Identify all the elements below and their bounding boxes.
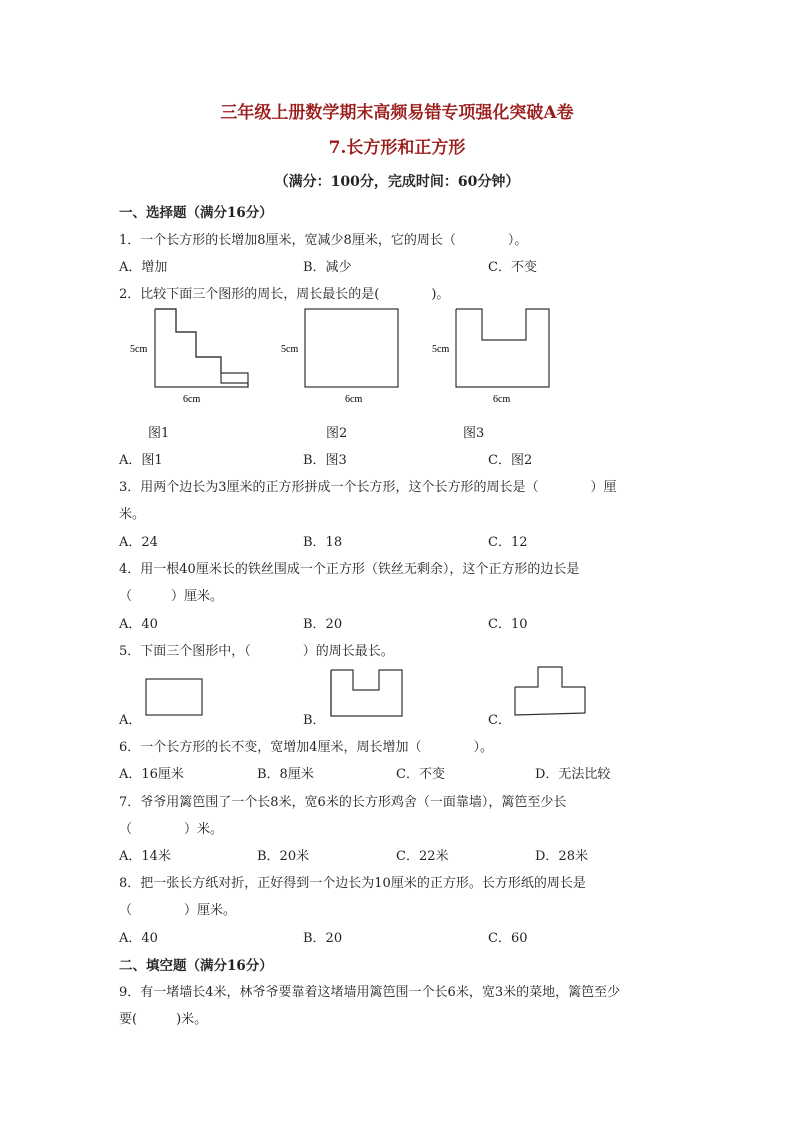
question-6: 6．一个长方形的长不变，宽增加4厘米，周长增加（ ）。 — [119, 740, 494, 755]
q3-option-b: B．18 — [303, 535, 343, 550]
question-9-line-2: 要( )米。 — [119, 1012, 208, 1027]
q8-option-a: A．40 — [119, 931, 158, 946]
q4-option-b: B．20 — [303, 617, 343, 632]
section-heading-fill: 二、填空题（满分16分） — [119, 958, 273, 974]
q1-option-b: B．减少 — [303, 260, 352, 275]
q7-option-a: A．14米 — [119, 849, 171, 864]
q5-option-c: C． — [488, 713, 511, 728]
exam-meta: （满分：100分，完成时间：60分钟） — [274, 174, 520, 190]
section-heading-choice: 一、选择题（满分16分） — [119, 205, 273, 221]
q1-option-a: A．增加 — [119, 260, 168, 275]
question-5: 5．下面三个图形中，（ ）的周长最长。 — [119, 644, 394, 659]
q5-shape-b — [329, 668, 409, 720]
q5-shape-c — [512, 665, 592, 719]
question-3-line-2: 米。 — [119, 507, 146, 522]
q2-option-c: C．图2 — [488, 453, 533, 468]
question-4-line-1: 4．用一根40厘米长的铁丝围成一个正方形（铁丝无剩余），这个正方形的边长是 — [119, 562, 580, 577]
question-1: 1．一个长方形的长增加8厘米，宽减少8厘米，它的周长（ ）。 — [119, 233, 528, 248]
q2-fig3-width-label: 6cm — [493, 394, 511, 405]
q6-option-c: C．不变 — [396, 767, 445, 782]
q2-caption-3: 图3 — [463, 426, 485, 441]
q2-figure-3 — [430, 303, 560, 408]
q7-option-b: B．20米 — [257, 849, 310, 864]
q2-option-b: B．图3 — [303, 453, 347, 468]
q7-option-c: C．22米 — [396, 849, 449, 864]
q2-option-a: A．图1 — [119, 453, 163, 468]
question-2: 2．比较下面三个图形的周长，周长最长的是( )。 — [119, 287, 450, 302]
q8-option-b: B．20 — [303, 931, 343, 946]
q2-fig1-height-label: 5cm — [130, 344, 148, 355]
q2-figure-2 — [279, 303, 409, 408]
q8-option-c: C．60 — [488, 931, 528, 946]
question-4-line-2: （ ）厘米。 — [119, 589, 224, 604]
q3-option-c: C．12 — [488, 535, 528, 550]
q6-option-d: D．无法比较 — [535, 767, 611, 782]
page-title: 三年级上册数学期末高频易错专项强化突破A卷 — [220, 103, 574, 123]
q3-option-a: A．24 — [119, 535, 158, 550]
q1-option-c: C．不变 — [488, 260, 537, 275]
q6-option-b: B．8厘米 — [257, 767, 314, 782]
q5-option-a: A． — [119, 713, 142, 728]
q2-fig3-height-label: 5cm — [432, 344, 450, 355]
q4-option-c: C．10 — [488, 617, 528, 632]
question-7-line-2: （ ）米。 — [119, 822, 224, 837]
q2-figure-1 — [128, 303, 258, 408]
question-7-line-1: 7．爷爷用篱笆围了一个长8米，宽6米的长方形鸡舍（一面靠墙），篱笆至少长 — [119, 795, 567, 810]
q6-option-a: A．16厘米 — [119, 767, 184, 782]
question-3-line-1: 3．用两个边长为3厘米的正方形拼成一个长方形，这个长方形的周长是（ ）厘 — [119, 480, 617, 495]
q5-shape-a — [145, 677, 205, 719]
question-9-line-1: 9．有一堵墙长4米，林爷爷要靠着这堵墙用篱笆围一个长6米，宽3米的菜地，篱笆至少 — [119, 985, 621, 1000]
question-8-line-2: （ ）厘米。 — [119, 903, 237, 918]
q2-caption-2: 图2 — [326, 426, 348, 441]
q2-fig1-width-label: 6cm — [183, 394, 201, 405]
chapter-title: 7.长方形和正方形 — [328, 138, 466, 158]
q5-option-b: B． — [303, 713, 326, 728]
q2-caption-1: 图1 — [148, 426, 170, 441]
q2-fig2-width-label: 6cm — [345, 394, 363, 405]
q7-option-d: D．28米 — [535, 849, 588, 864]
q4-option-a: A．40 — [119, 617, 158, 632]
question-8-line-1: 8．把一张长方纸对折，正好得到一个边长为10厘米的正方形。长方形纸的周长是 — [119, 876, 586, 891]
q2-fig2-height-label: 5cm — [281, 344, 299, 355]
